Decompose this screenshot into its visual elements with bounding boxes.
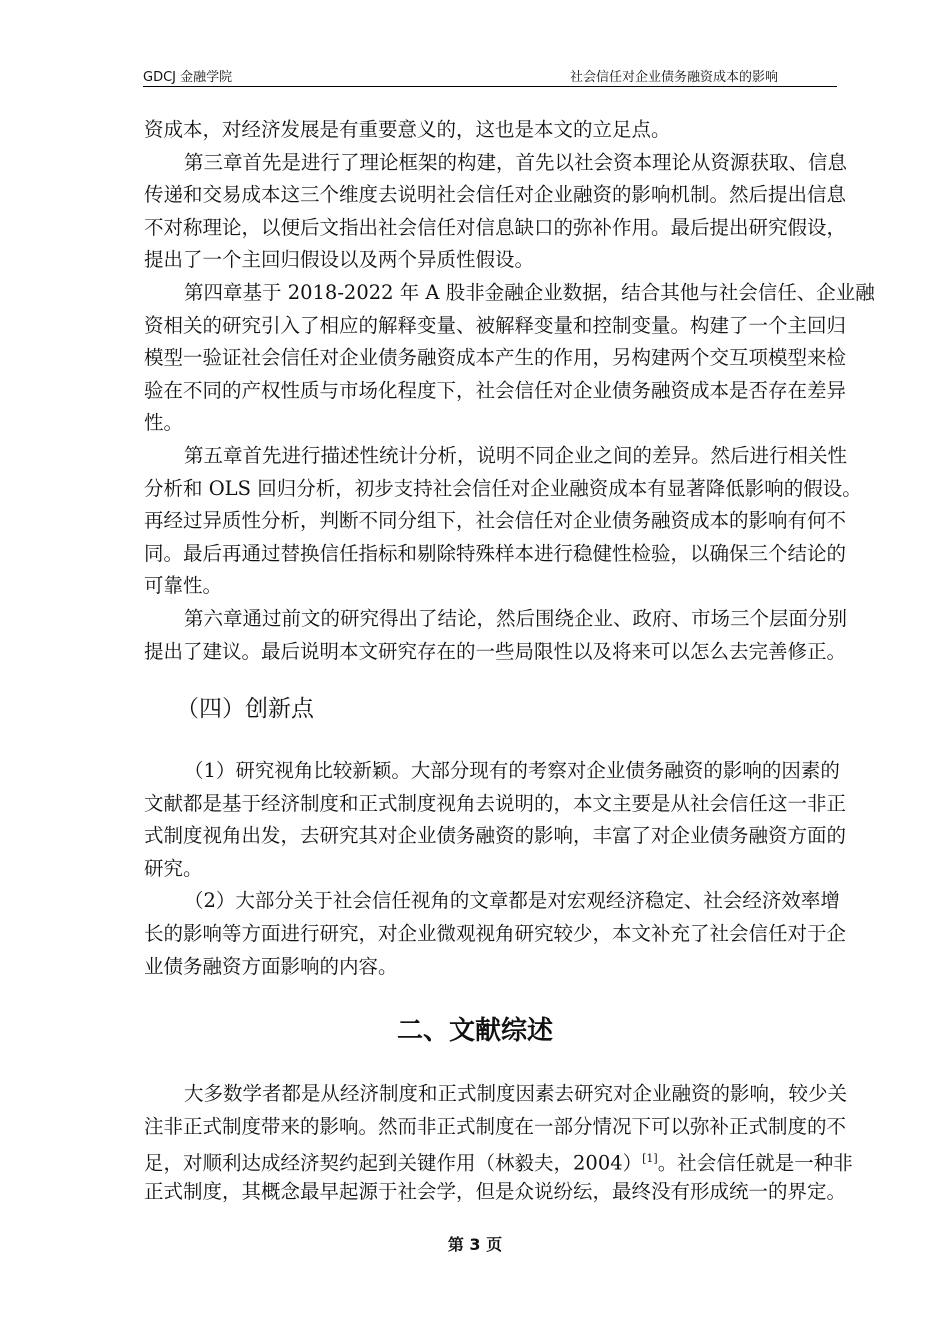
innovation-text [144,755,847,983]
paragraph-line [144,1143,853,1176]
paragraph-line: 资成本，对经济发展是有重要意义的，这也是本文的立足点。 [144,118,671,141]
paragraph-line: 文献都是基于经济制度和正式制度视角去说明的，本文主要是从社会信任这一非正 [144,791,847,815]
paragraph-line: （2）大部分关于社会信任视角的文章都是对宏观经济稳定、社会经济效率增 [184,889,840,913]
paragraph-line: 性。 [144,411,184,435]
paragraph-line: 业债务融资方面影响的内容。 [144,954,398,978]
paragraph-line: 不对称理论，以便后文指出社会信任对信息缺口的弥补作用。最后提出研究假设， [144,215,847,239]
paragraph-line: 正式制度，其概念最早起源于社会学，但是众说纷纭，最终没有形成统一的界定。 [144,1179,847,1203]
paragraph-line: 第四章基于 2018-2022 年 A 股非金融企业数据，结合其他与社会信任、企业融 [184,280,875,304]
header-rule [143,86,837,87]
paragraph-line: 提出了建议。最后说明本文研究存在的一些局限性以及将来可以怎么去完善修正。 [144,639,847,663]
paragraph-line: 可靠性。 [144,574,223,598]
paragraph-line: （1）研究视角比较新颖。大部分现有的考察对企业债务融资的影响的因素的 [184,759,840,782]
line-text: 足，对顺利达成经济契约起到关键作用（林毅夫，2004） [144,1151,643,1175]
chapter-heading: 二、文献综述 [396,1016,553,1046]
paragraph-line: 提出了一个主回归假设以及两个异质性假设。 [144,248,535,272]
paragraph-line: 验在不同的产权性质与市场化程度下，社会信任对企业债务融资成本是否存在差异 [144,378,847,402]
paragraph-line: 第六章通过前文的研究得出了结论，然后围绕企业、政府、市场三个层面分别 [184,606,848,630]
header-right: 社会信任对企业债务融资成本的影响 [569,70,778,85]
paragraph-line: 再经过异质性分析，判断不同分组下，社会信任对企业债务融资成本的影响有何不 [144,509,847,533]
paragraph-line: 式制度视角出发，去研究其对企业债务融资的影响，丰富了对企业债务融资方面的 [144,824,847,848]
header-left: GDCJ 金融学院 [143,70,233,85]
review-text [144,1078,853,1208]
paragraph-line: 同。最后再通过替换信任指标和剔除特殊样本进行稳健性检验，以确保三个结论的 [144,541,847,565]
paragraph-line: 第三章首先是进行了理论框架的构建，首先以社会资本理论从资源获取、信息 [184,150,848,174]
paragraph-line: 长的影响等方面进行研究，对企业微观视角研究较少，本文补充了社会信任对于企 [144,921,847,945]
citation[interactable]: [1] [642,1152,658,1166]
section-heading: （四）创新点 [176,696,314,722]
paragraph-line: 传递和交易成本这三个维度去说明社会信任对企业融资的影响机制。然后提出信息 [144,183,847,207]
paragraph-line: 第五章首先进行描述性统计分析，说明不同企业之间的差异。然后进行相关性 [184,443,848,467]
body-text-top [144,114,875,668]
paragraph-line: 模型一验证社会信任对企业债务融资成本产生的作用，另构建两个交互项模型来检 [144,346,847,370]
paragraph-line: 大多数学者都是从经济制度和正式制度因素去研究对企业融资的影响，较少关 [184,1082,848,1105]
paragraph-line: 注非正式制度带来的影响。然而非正式制度在一部分情况下可以弥补正式制度的不 [144,1114,847,1138]
page-number: 第 3 页 [447,1235,503,1254]
line-text: 。社会信任就是一种非 [657,1151,853,1175]
paragraph-line: 分析和 OLS 回归分析，初步支持社会信任对企业融资成本有显著降低影响的假设。 [144,476,862,500]
paragraph-line: 资相关的研究引入了相应的解释变量、被解释变量和控制变量。构建了一个主回归 [144,313,847,337]
paragraph-line: 研究。 [144,856,203,880]
